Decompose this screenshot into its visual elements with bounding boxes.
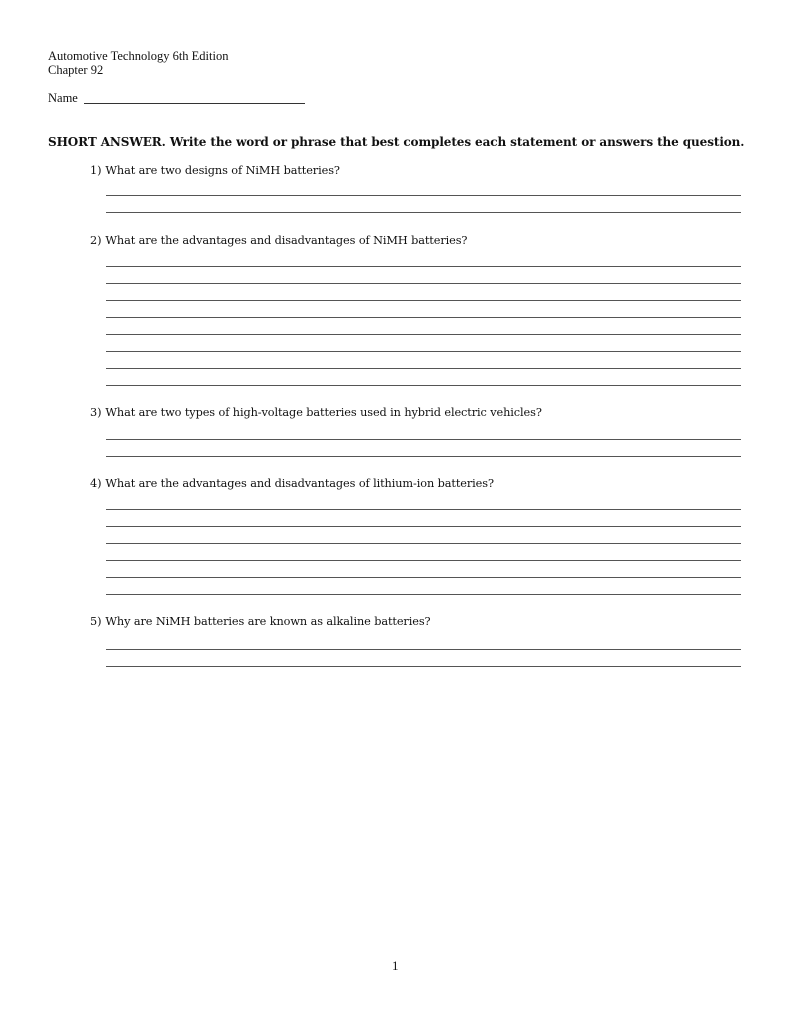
answer-line[interactable]: [106, 385, 741, 386]
answer-line[interactable]: [106, 649, 741, 650]
question-3: [90, 406, 542, 419]
answer-line[interactable]: [106, 195, 741, 196]
answer-line[interactable]: [106, 560, 741, 561]
answer-line[interactable]: [106, 526, 741, 527]
question-number: 1): [90, 164, 102, 177]
book-title: Automotive Technology 6th Edition: [48, 49, 229, 63]
question-number: 2): [90, 234, 102, 247]
question-text: What are two designs of NiMH batteries?: [105, 164, 340, 177]
name-label: Name: [48, 91, 78, 105]
answer-line[interactable]: [106, 368, 741, 369]
page-number: 1: [392, 958, 399, 973]
question-text: What are the advantages and disadvantages of lithium-ion batteries?: [105, 477, 494, 490]
chapter-label: Chapter 92: [48, 63, 104, 77]
question-number: 5): [90, 615, 102, 628]
answer-line[interactable]: [106, 456, 741, 457]
question-2: [90, 234, 467, 247]
answer-line[interactable]: [106, 351, 741, 352]
answer-line[interactable]: [106, 543, 741, 544]
answer-line[interactable]: [106, 509, 741, 510]
answer-line[interactable]: [106, 334, 741, 335]
question-text: What are the advantages and disadvantages of NiMH batteries?: [105, 234, 468, 247]
question-number: 4): [90, 477, 102, 490]
question-text: What are two types of high-voltage batteries used in hybrid electric vehicles?: [105, 406, 542, 419]
answer-line[interactable]: [106, 317, 741, 318]
answer-line[interactable]: [106, 439, 741, 440]
section-heading: SHORT ANSWER. Write the word or phrase that best completes each statement or answers the question.: [48, 135, 745, 149]
answer-line[interactable]: [106, 300, 741, 301]
answer-line[interactable]: [106, 266, 741, 267]
answer-line[interactable]: [106, 212, 741, 213]
answer-line[interactable]: [106, 283, 741, 284]
question-4: [90, 477, 494, 490]
answer-line[interactable]: [106, 666, 741, 667]
question-number: 3): [90, 406, 102, 419]
question-1: [90, 164, 340, 177]
question-text: Why are NiMH batteries are known as alkaline batteries?: [105, 615, 431, 628]
name-blank-line[interactable]: [84, 103, 305, 104]
answer-line[interactable]: [106, 577, 741, 578]
answer-line[interactable]: [106, 594, 741, 595]
question-5: [90, 615, 431, 628]
